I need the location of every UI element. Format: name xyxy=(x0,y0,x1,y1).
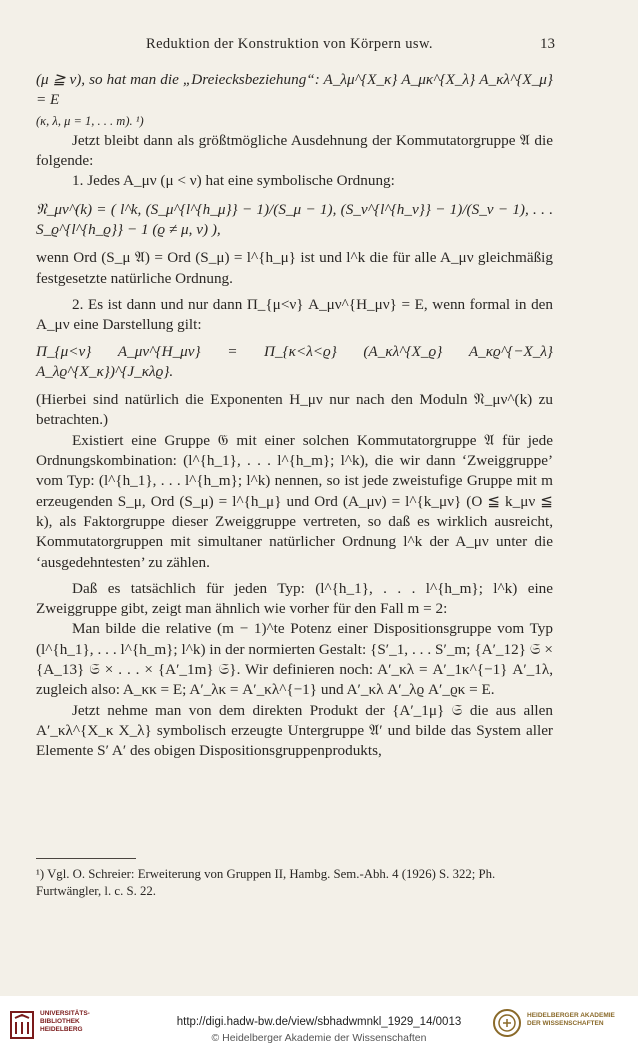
paragraph-produkt: Jetzt nehme man von dem direkten Produkt der {A′_1μ} 𝔖 die aus allen A′_κλ^{X_κ X_λ} symbolisch erzeugte Untergruppe 𝔄′ und bilde das System aller Elemente S′ A′ des obigen Dispositionsgruppenprodukts, xyxy=(36,701,553,760)
footnote-rule xyxy=(36,858,136,859)
paragraph-zweiggruppe: Existiert eine Gruppe 𝔊 mit einer solchen Kommutatorgruppe 𝔄 für jede Ordnungskombination: (l^{h_1}, . . . l^{h_m}; l^k), die wir dann ‘Zweiggruppe’ vom Typ: (l^{h_1}, . . . l^{h_m}; l^k) nennen, so ist jede zweistufige Gruppe mit m erzeugenden S_μ, Ord (S_μ) = l^{h_μ} und Ord (A_μν) = l^{k_μν} (O ≦ k_μν ≦ k), als Faktorgruppe dieser Zweiggruppe vertreten, so daß es wirklich ausreicht, Kommutatorgruppen mit simultaner natürlicher Ordnung l^k der A_μν unter die ‘ausgedehntesten’ zu zählen. xyxy=(36,431,553,571)
source-url-link[interactable]: http://digi.hadw-bw.de/view/sbhadwmnkl_1929_14/0013 xyxy=(176,1016,462,1028)
copyright-notice: © Heidelberger Akademie der Wissenschaften xyxy=(211,1032,427,1044)
paragraph-item-2: 2. Es ist dann und nur dann Π_{μ<ν} A_μν^{H_μν} = E, wenn formal in den A_μν eine Darstellung gilt: xyxy=(36,295,553,334)
paragraph-item-1: 1. Jedes A_μν (μ < ν) hat eine symbolische Ordnung: xyxy=(72,172,395,190)
university-library-label: UNIVERSITÄTS- BIBLIOTHEK HEIDELBERG xyxy=(40,1010,90,1033)
footnote: ¹) Vgl. O. Schreier: Erweiterung von Gruppen II, Hambg. Sem.-Abh. 4 (1926) S. 322; Ph. Furtwängler, l. c. S. 22. xyxy=(36,867,496,898)
page-number: 13 xyxy=(540,36,555,52)
digitization-footer xyxy=(0,996,638,1051)
index-range-line: (κ, λ, μ = 1, . . . m). ¹) xyxy=(36,113,144,128)
dreiecksbeziehung-line: (μ ≧ ν), so hat man die „Dreiecksbeziehung“: A_λμ^{X_κ} A_μκ^{X_λ} A_κλ^{X_μ} = E xyxy=(36,71,553,109)
running-title: Reduktion der Konstruktion von Körpern usw. xyxy=(146,36,433,52)
paragraph-typ: Daß es tatsächlich für jeden Typ: (l^{h_1}, . . . l^{h_m}; l^k) eine Zweiggruppe gibt, zeigt man ähnlich wie vorher für den Fall m = 2: xyxy=(36,579,553,618)
paragraph-kommutatorgruppe: Jetzt bleibt dann als größtmögliche Ausdehnung der Kommutatorgruppe 𝔄 die folgende: xyxy=(36,131,553,170)
paragraph-wenn-ord: wenn Ord (S_μ 𝔄) = Ord (S_μ) = l^{h_μ} ist und l^k die für alle A_μν gleichmäßig festgesetzte natürliche Ordnung. xyxy=(36,249,553,287)
formula-ordnung: 𝔑_μν^(k) = ( l^k, (S_μ^{l^{h_μ}} − 1)/(S_μ − 1), (S_ν^{l^{h_ν}} − 1)/(S_ν − 1), . . . S_ϱ^{l^{h_ϱ}} − 1 (ϱ ≠ μ, ν) ), xyxy=(36,200,553,239)
paragraph-dispositionsgruppe: Man bilde die relative (m − 1)^te Potenz einer Dispositionsgruppe vom Typ (l^{h_1}, . . . l^{h_m}; l^k) in der normierten Gestalt: {S′_1, . . . S′_m; {A′_12} 𝔖 × {A_13} 𝔖 × . . . × {A′_1m} 𝔖}. Wir definieren noch: A′_κλ = A′_1κ^{−1} A′_1λ, zugleich also: A_κκ = E; A′_λκ = A′_κλ^{−1} und A′_κλ A′_λϱ A′_ϱκ = E. xyxy=(36,620,553,699)
main-text xyxy=(36,70,553,762)
academy-seal-icon xyxy=(492,1008,522,1038)
academy-label: HEIDELBERGER AKADEMIE DER WISSENSCHAFTEN xyxy=(527,1012,615,1027)
formula-darstellung: Π_{μ<ν} A_μν^{H_μν} = Π_{κ<λ<ϱ} (A_κλ^{X_ϱ} A_κϱ^{−X_λ} A_λϱ^{X_κ})^{J_κλϱ}. xyxy=(36,342,553,380)
paragraph-hierbei: (Hierbei sind natürlich die Exponenten H_μν nur nach den Moduln 𝔑_μν^(k) zu betrachten.) xyxy=(36,391,553,429)
